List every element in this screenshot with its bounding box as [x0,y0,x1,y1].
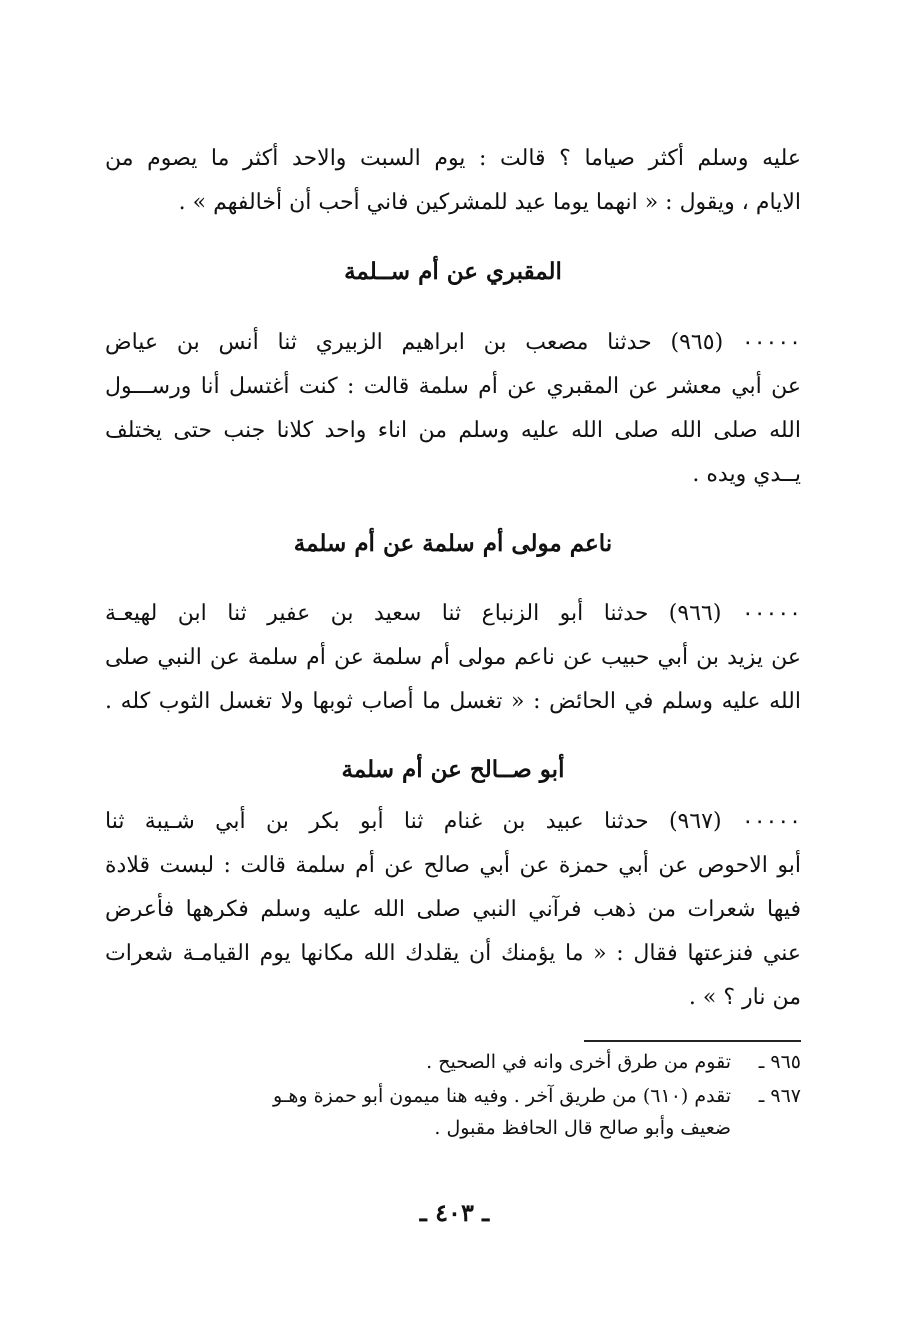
section-heading: أبو صــالح عن أم سلمة [341,756,565,783]
text-line: من نار ؟ » . [688,985,801,1010]
text-line: ٠٠٠٠٠ (٩٦٧) حدثنا عبيد بن غنام ثنا أبو بكر بن أبي شـيبة ثنا [105,809,801,834]
footnote-number: ٩٦٧ ـ [758,1085,801,1107]
footnote [105,1080,801,1144]
footnote-number: ٩٦٥ ـ [758,1051,801,1073]
footnote-line [105,1046,801,1078]
footnote-divider [584,1040,801,1042]
text-line: الايام ، ويقول : « انهما يوما عيد للمشركين فاني أحب أن أخالفهم » . [178,190,801,215]
text-line: الله صلى الله صلى الله عليه وسلم من اناء واحد كلانا جنب حتى يختلف [105,418,801,443]
section-heading: ناعم مولى أم سلمة عن أم سلمة [293,530,613,557]
text-line: عن يزيد بن أبي حبيب عن ناعم مولى أم سلمة عن أم سلمة عن النبي صلى [105,645,801,670]
footnote-line [105,1080,801,1112]
page-number: ـ ٤٠٣ ـ [419,1198,490,1227]
text-line: يــدي ويده . [692,462,801,487]
text-line: ٠٠٠٠٠ (٩٦٥) حدثنا مصعب بن ابراهيم الزبيري ثنا أنس بن عياض [105,330,801,355]
footnote-continuation: ضعيف وأبو صالح قال الحافظ مقبول . [434,1117,731,1139]
text-line: عليه وسلم أكثر صياما ؟ قالت : يوم السبت والاحد أكثر ما يصوم من [105,146,801,171]
text-line: فيها شعرات من ذهب فرآني النبي صلى الله عليه وسلم فكرهها فأعرض [105,897,801,922]
hadith-paragraph [105,800,801,1020]
hadith-paragraph [105,321,801,497]
text-line: الله عليه وسلم في الحائض : « تغسل ما أصاب ثوبها ولا تغسل الثوب كله . [105,689,801,714]
text-line: ٠٠٠٠٠ (٩٦٦) حدثنا أبو الزنباع ثنا سعيد بن عفير ثنا ابن لهيعـة [105,601,801,626]
intro-paragraph [105,137,801,225]
text-line: أبو الاحوص عن أبي حمزة عن أبي صالح عن أم سلمة قالت : لبست قلادة [105,853,801,878]
footnote-text: تقدم (٦١٠) من طريق آخر . وفيه هنا ميمون أبو حمزة وهـو [273,1085,731,1107]
text-line: عن أبي معشر عن المقبري عن أم سلمة قالت : كنت أغتسل أنا ورســـول [105,374,801,399]
footnote [105,1046,801,1078]
section-heading: المقبري عن أم ســلمة [344,258,562,285]
hadith-paragraph [105,592,801,724]
footnote-text: تقوم من طرق أخرى وانه في الصحيح . [426,1051,731,1073]
text-line: عني فنزعتها فقال : « ما يؤمنك أن يقلدك الله مكانها يوم القيامـة شعرات [105,941,801,966]
